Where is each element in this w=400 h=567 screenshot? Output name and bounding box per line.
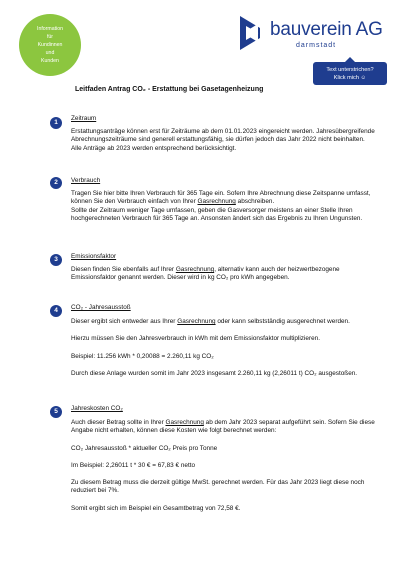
text-span: ab dem Jahr 2023 separat aufgeführt sein. Sofern Sie diese Angabe nicht erhalten, können diese Kosten wie folgt berechnet werden: [71, 419, 375, 435]
text-span: , alternativ kann auch der heizwertbezogene Emissionsfaktor genannt werden. Dieser wird in kg CO₂ pro kWh angegeben. [71, 266, 340, 282]
section-heading-jahreskosten: Jahreskosten CO₂ [71, 405, 123, 412]
text-span: abschreiben. [235, 198, 275, 206]
section-number-3: 3 [50, 254, 62, 266]
text-span: Diesen finden Sie ebenfalls auf Ihrer [71, 266, 176, 273]
badge-line: Kundinnen [37, 42, 63, 48]
section-number-5: 5 [50, 406, 62, 418]
logo-mark-icon [238, 14, 268, 52]
gasrechnung-link[interactable]: Gasrechnung [177, 318, 216, 325]
tooltip-line-2: Klick mich ☺ [333, 74, 367, 81]
badge-line: für [46, 34, 54, 40]
text-span: oder kann selbstständig ausgerechnet werden. [215, 318, 350, 325]
tooltip-line-1: Text unterstrichen? [326, 66, 374, 73]
gasrechnung-link[interactable]: Gasrechnung [197, 198, 236, 206]
logo-name: bauverein AG [270, 19, 383, 40]
paragraph: Somit ergibt sich im Beispiel ein Gesamtbetrag von 72,58 €. [71, 504, 241, 512]
section-text-emissionsfaktor [71, 266, 376, 283]
page-title: Leitfaden Antrag CO₂ - Erstattung bei Gasetagenheizung [75, 86, 264, 93]
section-heading-emissionsfaktor: Emissionsfaktor [71, 253, 117, 260]
section-heading-zeitraum: Zeitraum [71, 115, 97, 122]
paragraph: CO₂ Jahresausstoß * aktueller CO₂ Preis pro Tonne [71, 444, 218, 452]
paragraph: Sollte der Zeitraum weniger Tage umfassen, geben die Gasversorger meistens an einer Stelle Ihren hochgerechneten Verbrauch für 365 Tage an. Ansonsten ändert sich das Ergebnis zu Ihren Ungunsten. [71, 206, 363, 222]
logo-subtitle: darmstadt [296, 42, 337, 49]
paragraph [71, 318, 376, 326]
badge-line: Information [37, 26, 63, 32]
text-span: Auch dieser Betrag sollte in Ihrer [71, 419, 166, 426]
section-heading-verbrauch: Verbrauch [71, 177, 101, 184]
gasrechnung-link[interactable]: Gasrechnung [175, 266, 215, 273]
paragraph: Hierzu müssen Sie den Jahresverbrauch in kWh mit dem Emissionsfaktor multiplizieren. [71, 335, 320, 343]
paragraph: Durch diese Anlage wurden somit im Jahr 2023 insgesamt 2.260,11 kg (2,26011 t) CO₂ ausgestoßen. [71, 369, 358, 377]
section-text-zeitraum [71, 128, 376, 153]
section-number-1: 1 [50, 117, 62, 129]
underline-hint-tooltip[interactable] [313, 62, 387, 85]
section-number-2: 2 [50, 177, 62, 189]
paragraph: Erstattungsanträge können erst für Zeiträume ab dem 01.01.2023 eingereicht werden. Jahresübergreifende Abrechnungszeiträume sind generell erstattungsfähig, sie dürfen jedoch das Jahr 2022 nicht beinhalten. Alle Anträge ab 2023 werden entsprechend berücksichtigt. [71, 128, 375, 152]
paragraph: Beispiel: 11.256 kWh * 0,20088 = 2.260,11 kg CO₂ [71, 352, 214, 360]
gasrechnung-link[interactable]: Gasrechnung [165, 419, 204, 426]
section-text-jahreskosten [71, 419, 376, 513]
paragraph: Zu diesem Betrag muss die derzeit gültige MwSt. gerechnet werden. Für das Jahr 2023 liegt diese noch reduziert bei 7%. [71, 479, 365, 495]
badge-line: Kunden [41, 58, 59, 64]
section-text-jahresausstoss [71, 318, 376, 378]
info-badge [19, 14, 81, 76]
paragraph: Im Beispiel: 2,26011 t * 30 € = 67,83 € netto [71, 461, 196, 469]
text-span: Dieser ergibt sich entweder aus Ihrer [71, 318, 178, 325]
section-heading-jahresausstoss: CO₂ - Jahresausstoß [71, 304, 131, 311]
section-number-4: 4 [50, 305, 62, 317]
bauverein-logo [238, 14, 388, 56]
badge-line: und [45, 50, 55, 56]
text-span: Tragen Sie hier bitte Ihren Verbrauch für 365 Tage ein. Sofern Ihre Abrechnung diese Zeitspanne umfasst, können Sie den Verbrauch einfach von Ihrer [71, 190, 371, 206]
paragraph [71, 419, 376, 436]
paragraph [71, 190, 376, 207]
section-text-verbrauch [71, 190, 376, 223]
paragraph [71, 266, 376, 283]
